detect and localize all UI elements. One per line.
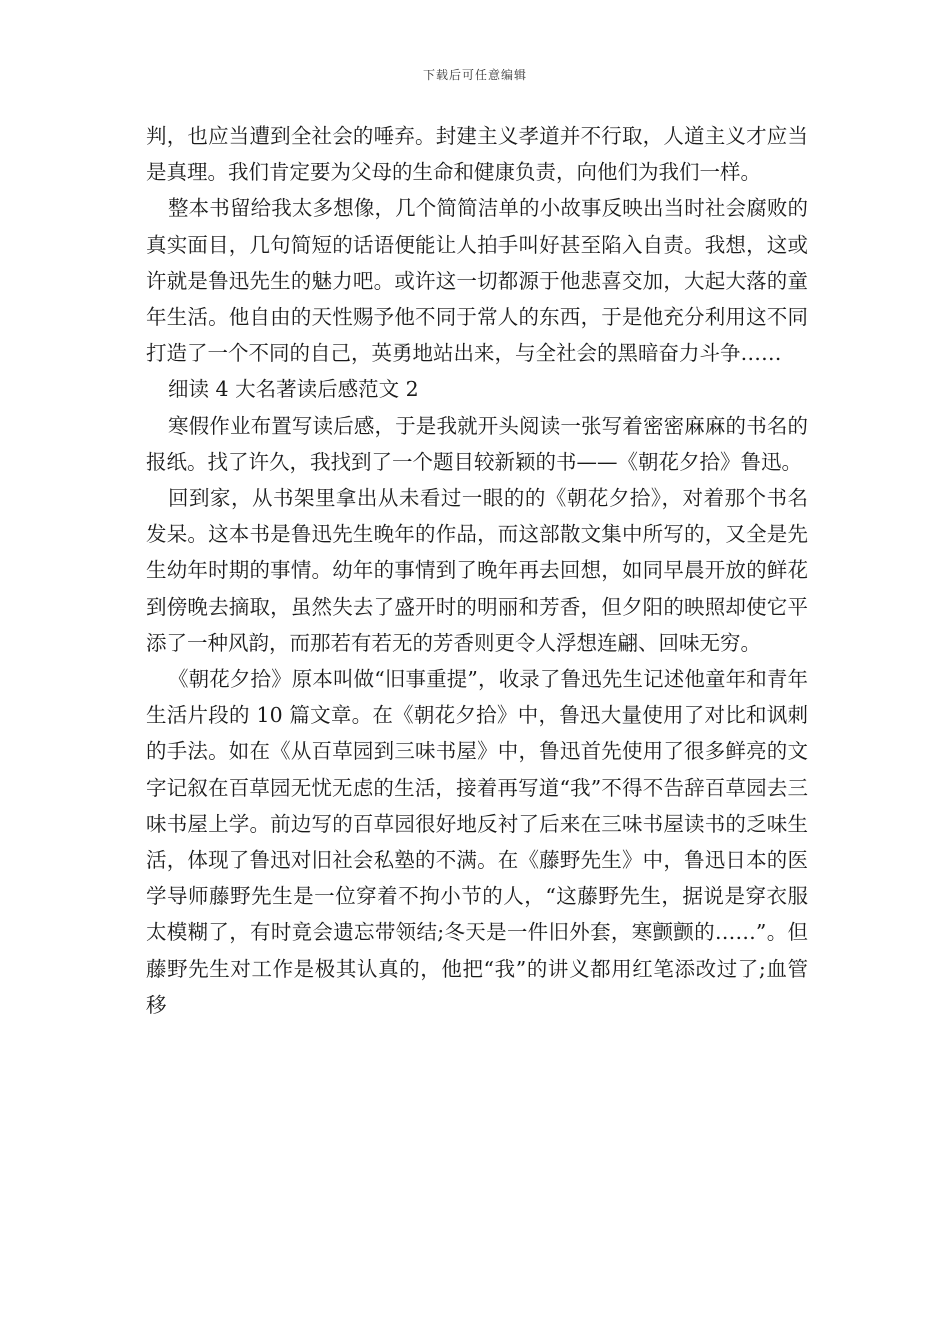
paragraph: 《朝花夕拾》原本叫做“旧事重提”，收录了鲁迅先生记述他童年和青年生活片段的 10 篇文章。在《朝花夕拾》中，鲁迅大量使用了对比和讽刺的手法。如在《从百草园到三味书屋》中，鲁迅首先使用了很多鲜亮的文字记叙在百草园无忧无虑的生活，接着再写道“我”不得不告辞百草园去三味书屋上学。前边写的百草园很好地反衬了后来在三味书屋读书的乏味生活，体现了鲁迅对旧社会私塾的不满。在《藤野先生》中，鲁迅日本的医学导师藤野先生是一位穿着不拘小节的人，“这藤野先生，据说是穿衣服太模糊了，有时竟会遗忘带领结;冬天是一件旧外套，寒颤颤的……”。但藤野先生对工作是极其认真的，他把“我”的讲义都用红笔添改过了;血管移: [146, 667, 808, 1017]
paragraph: 整本书留给我太多想像，几个简简洁单的小故事反映出当时社会腐败的真实面目，几句简短的话语便能让人拍手叫好甚至陷入自责。我想，这或许就是鲁迅先生的魅力吧。或许这一切都源于他悲喜交加，大起大落的童年生活。他自由的天性赐予他不同于常人的东西，于是他充分利用这不同打造了一个不同的自己，英勇地站出来，与全社会的黑暗奋力斗争……: [146, 196, 808, 366]
paragraph: 寒假作业布置写读后感，于是我就开头阅读一张写着密密麻麻的书名的报纸。找了许久，我找到了一个题目较新颖的书——《朝花夕拾》鲁迅。: [146, 413, 808, 474]
paragraph: 回到家，从书架里拿出从未看过一眼的的《朝花夕拾》，对着那个书名发呆。这本书是鲁迅先生晚年的作品，而这部散文集中所写的，又全是先生幼年时期的事情。幼年的事情到了晚年再去回想，如同早晨开放的鲜花到傍晚去摘取，虽然失去了盛开时的明丽和芳香，但夕阳的映照却使它平添了一种风韵，而那若有若无的芳香则更令人浮想连翩、回味无穷。: [146, 486, 808, 655]
document-body: [146, 118, 808, 1023]
page-header: 下载后可任意编辑: [422, 68, 527, 82]
section-heading: 细读 4 大名著读后感范文 2: [168, 377, 419, 402]
paragraph-continuation: 判，也应当遭到全社会的唾弃。封建主义孝道并不行取，人道主义才应当是真理。我们肯定要为父母的生命和健康负责，向他们为我们一样。: [146, 124, 808, 185]
